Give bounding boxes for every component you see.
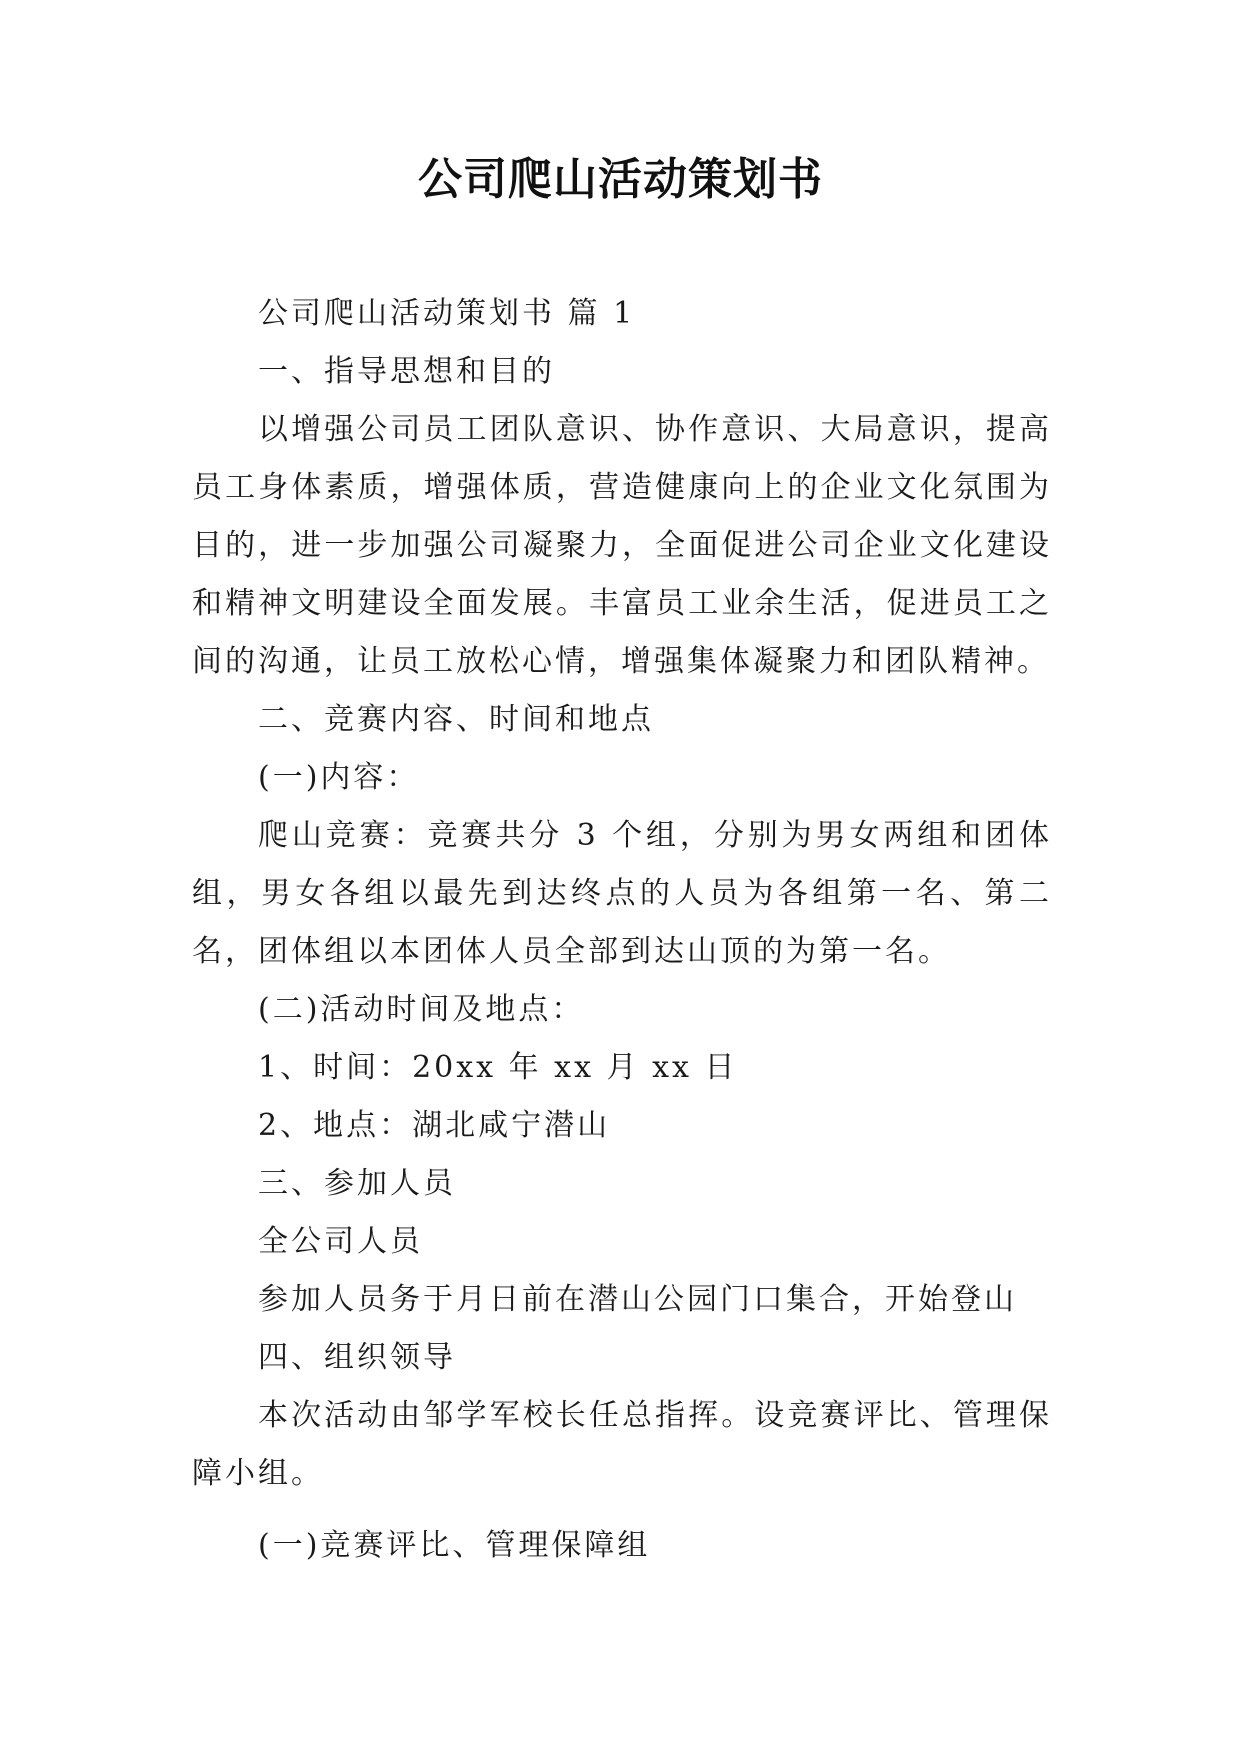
sub-heading: (一)竞赛评比、管理保障组 <box>258 1528 651 1563</box>
sub-heading: (一)内容： <box>258 760 420 795</box>
sub-heading: (二)活动时间及地点： <box>258 992 585 1027</box>
body-paragraph: 本次活动由邹学军校长任总指挥。设竞赛评比、管理保障小组。 <box>192 1398 1052 1491</box>
document-body <box>192 285 1052 1575</box>
body-paragraph: 全公司人员 <box>258 1224 423 1259</box>
body-paragraph: 参加人员务于月日前在潜山公园门口集合，开始登山 <box>258 1282 1017 1317</box>
list-item: 2、地点：湖北咸宁潜山 <box>258 1108 611 1143</box>
body-paragraph: 爬山竞赛：竞赛共分 3 个组，分别为男女两组和团体组，男女各组以最先到达终点的人员为各组第一名、第二名，团体组以本团体人员全部到达山顶的为第一名。 <box>192 818 1052 969</box>
list-item: 1、时间：20xx 年 xx 月 xx 日 <box>258 1050 738 1085</box>
section-heading: 三、参加人员 <box>258 1166 456 1201</box>
document-title: 公司爬山活动策划书 <box>418 154 823 205</box>
body-paragraph: 以增强公司员工团队意识、协作意识、大局意识，提高员工身体素质，增强体质，营造健康向上的企业文化氛围为目的，进一步加强公司凝聚力，全面促进公司企业文化建设和精神文明建设全面发展。丰富员工业余生活，促进员工之间的沟通，让员工放松心情，增强集体凝聚力和团队精神。 <box>192 412 1052 679</box>
section-heading: 二、竞赛内容、时间和地点 <box>258 702 654 737</box>
section-heading: 四、组织领导 <box>258 1340 456 1375</box>
section-heading: 一、指导思想和目的 <box>258 354 555 389</box>
section-heading: 公司爬山活动策划书 篇 1 <box>258 296 636 331</box>
